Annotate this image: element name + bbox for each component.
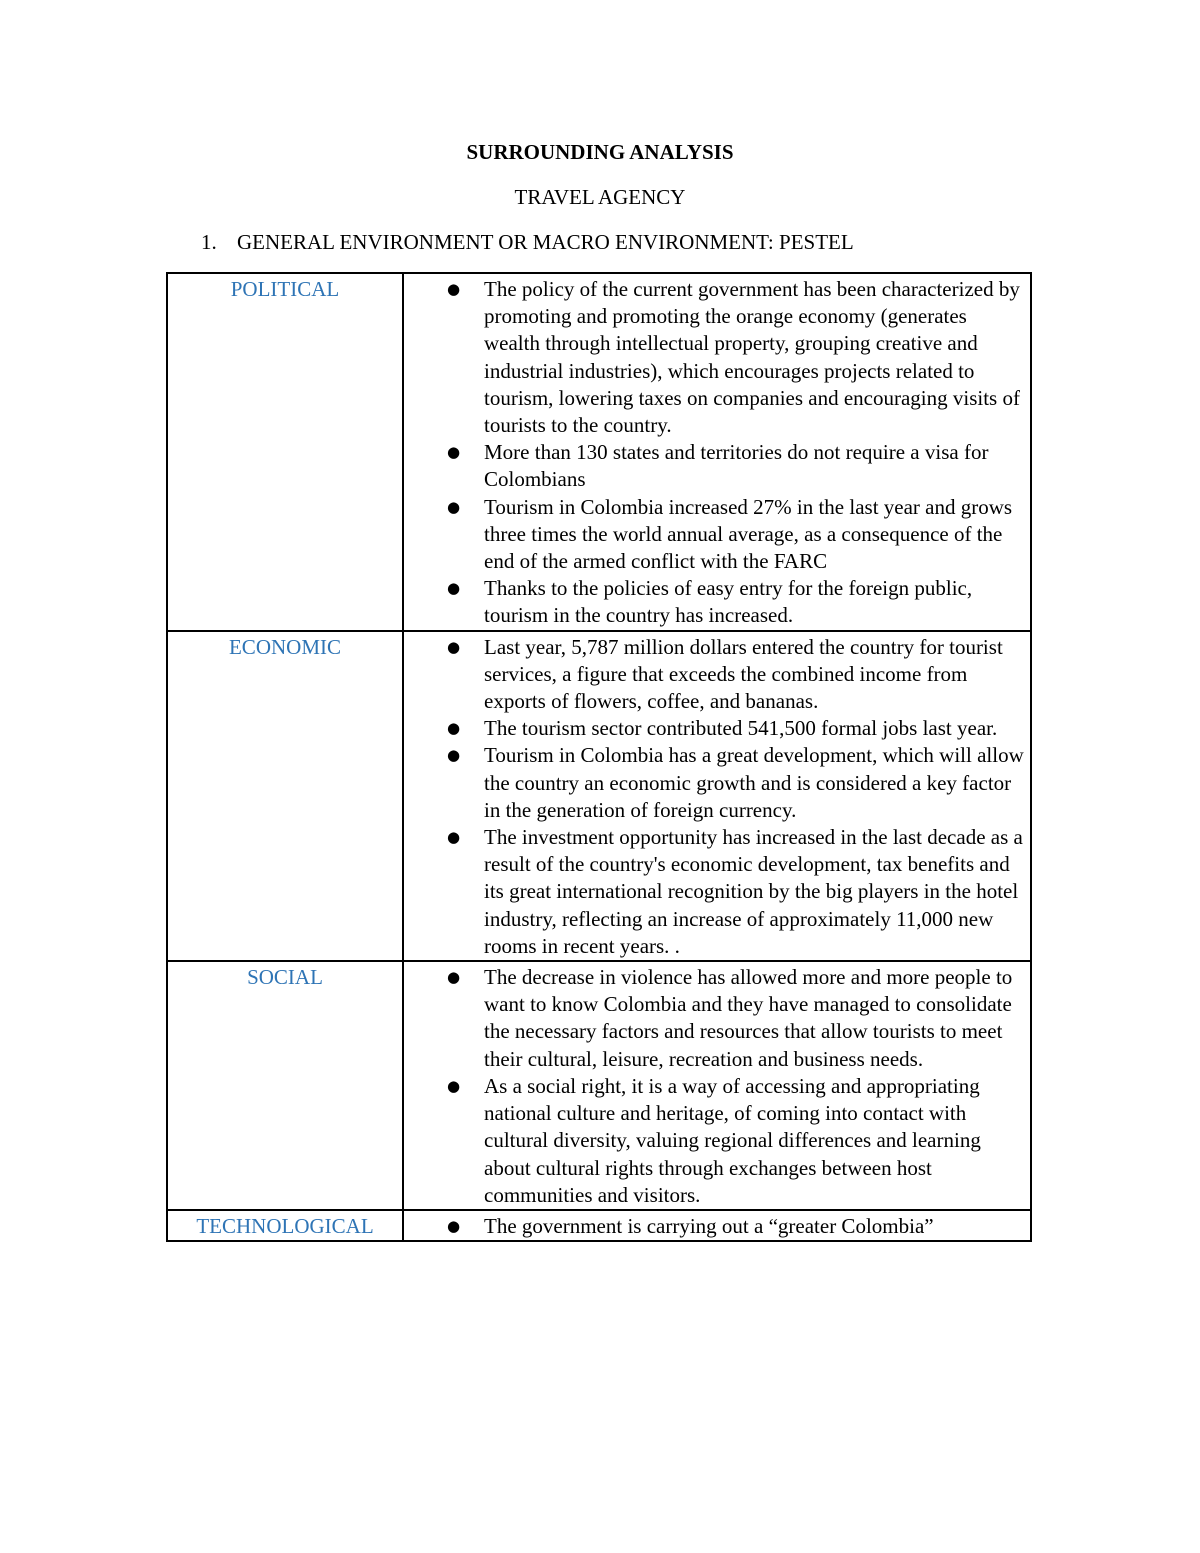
list-item: ● More than 130 states and territories do not require a visa for Colombians [404,439,1024,493]
table-row-political [167,273,1031,631]
document-subtitle: TRAVEL AGENCY [514,185,686,209]
factor-label-social: SOCIAL [167,961,403,1210]
factor-points-economic [403,631,1031,961]
list-item: ● Tourism in Colombia has a great development, which will allow the country an economic growth and is considered a key factor in the generation of foreign currency. [404,742,1024,824]
table-row-technological [167,1210,1031,1241]
list-item: ● The policy of the current government has been characterized by promoting and promoting the orange economy (generates wealth through intellectual property, grouping creative and industrial industries), which encourages projects related to tourism, lowering taxes on companies and encouraging visits of tourists to the country. [404,276,1024,439]
factor-points-political [403,273,1031,631]
factor-points-social [403,961,1031,1210]
factor-label-economic: ECONOMIC [167,631,403,961]
list-item: ● Thanks to the policies of easy entry for the foreign public, tourism in the country has increased. [404,575,1024,629]
list-item: ● The investment opportunity has increased in the last decade as a result of the country's economic development, tax benefits and its great international recognition by the big players in the hotel industry, reflecting an increase of approximately 11,000 new rooms in recent years. . [404,824,1024,960]
table-row-social [167,961,1031,1210]
list-item: ● As a social right, it is a way of accessing and appropriating national culture and heritage, of coming into contact with cultural diversity, valuing regional differences and learning about cultural rights through exchanges between host communities and visitors. [404,1073,1024,1209]
document-title: SURROUNDING ANALYSIS [466,140,734,164]
list-item: ● The government is carrying out a “greater Colombia” [404,1213,1024,1240]
factor-points-technological [403,1210,1031,1241]
table-row-economic [167,631,1031,961]
list-item: ● Tourism in Colombia increased 27% in the last year and grows three times the world annual average, as a consequence of the end of the armed conflict with the FARC [404,494,1024,576]
list-item: ● The tourism sector contributed 541,500 formal jobs last year. [404,715,1024,742]
factor-label-political: POLITICAL [167,273,403,631]
pestel-table [166,272,1032,1242]
factor-label-technological: TECHNOLOGICAL [167,1210,403,1241]
list-item: ● The decrease in violence has allowed more and more people to want to know Colombia and they have managed to consolidate the necessary factors and resources that allow tourists to meet their cultural, leisure, recreation and business needs. [404,964,1024,1073]
section-number: 1. [201,230,217,254]
section-heading [201,230,854,255]
section-label: GENERAL ENVIRONMENT OR MACRO ENVIRONMENT: PESTEL [237,230,854,254]
list-item: ● Last year, 5,787 million dollars entered the country for tourist services, a figure that exceeds the combined income from exports of flowers, coffee, and bananas. [404,634,1024,716]
